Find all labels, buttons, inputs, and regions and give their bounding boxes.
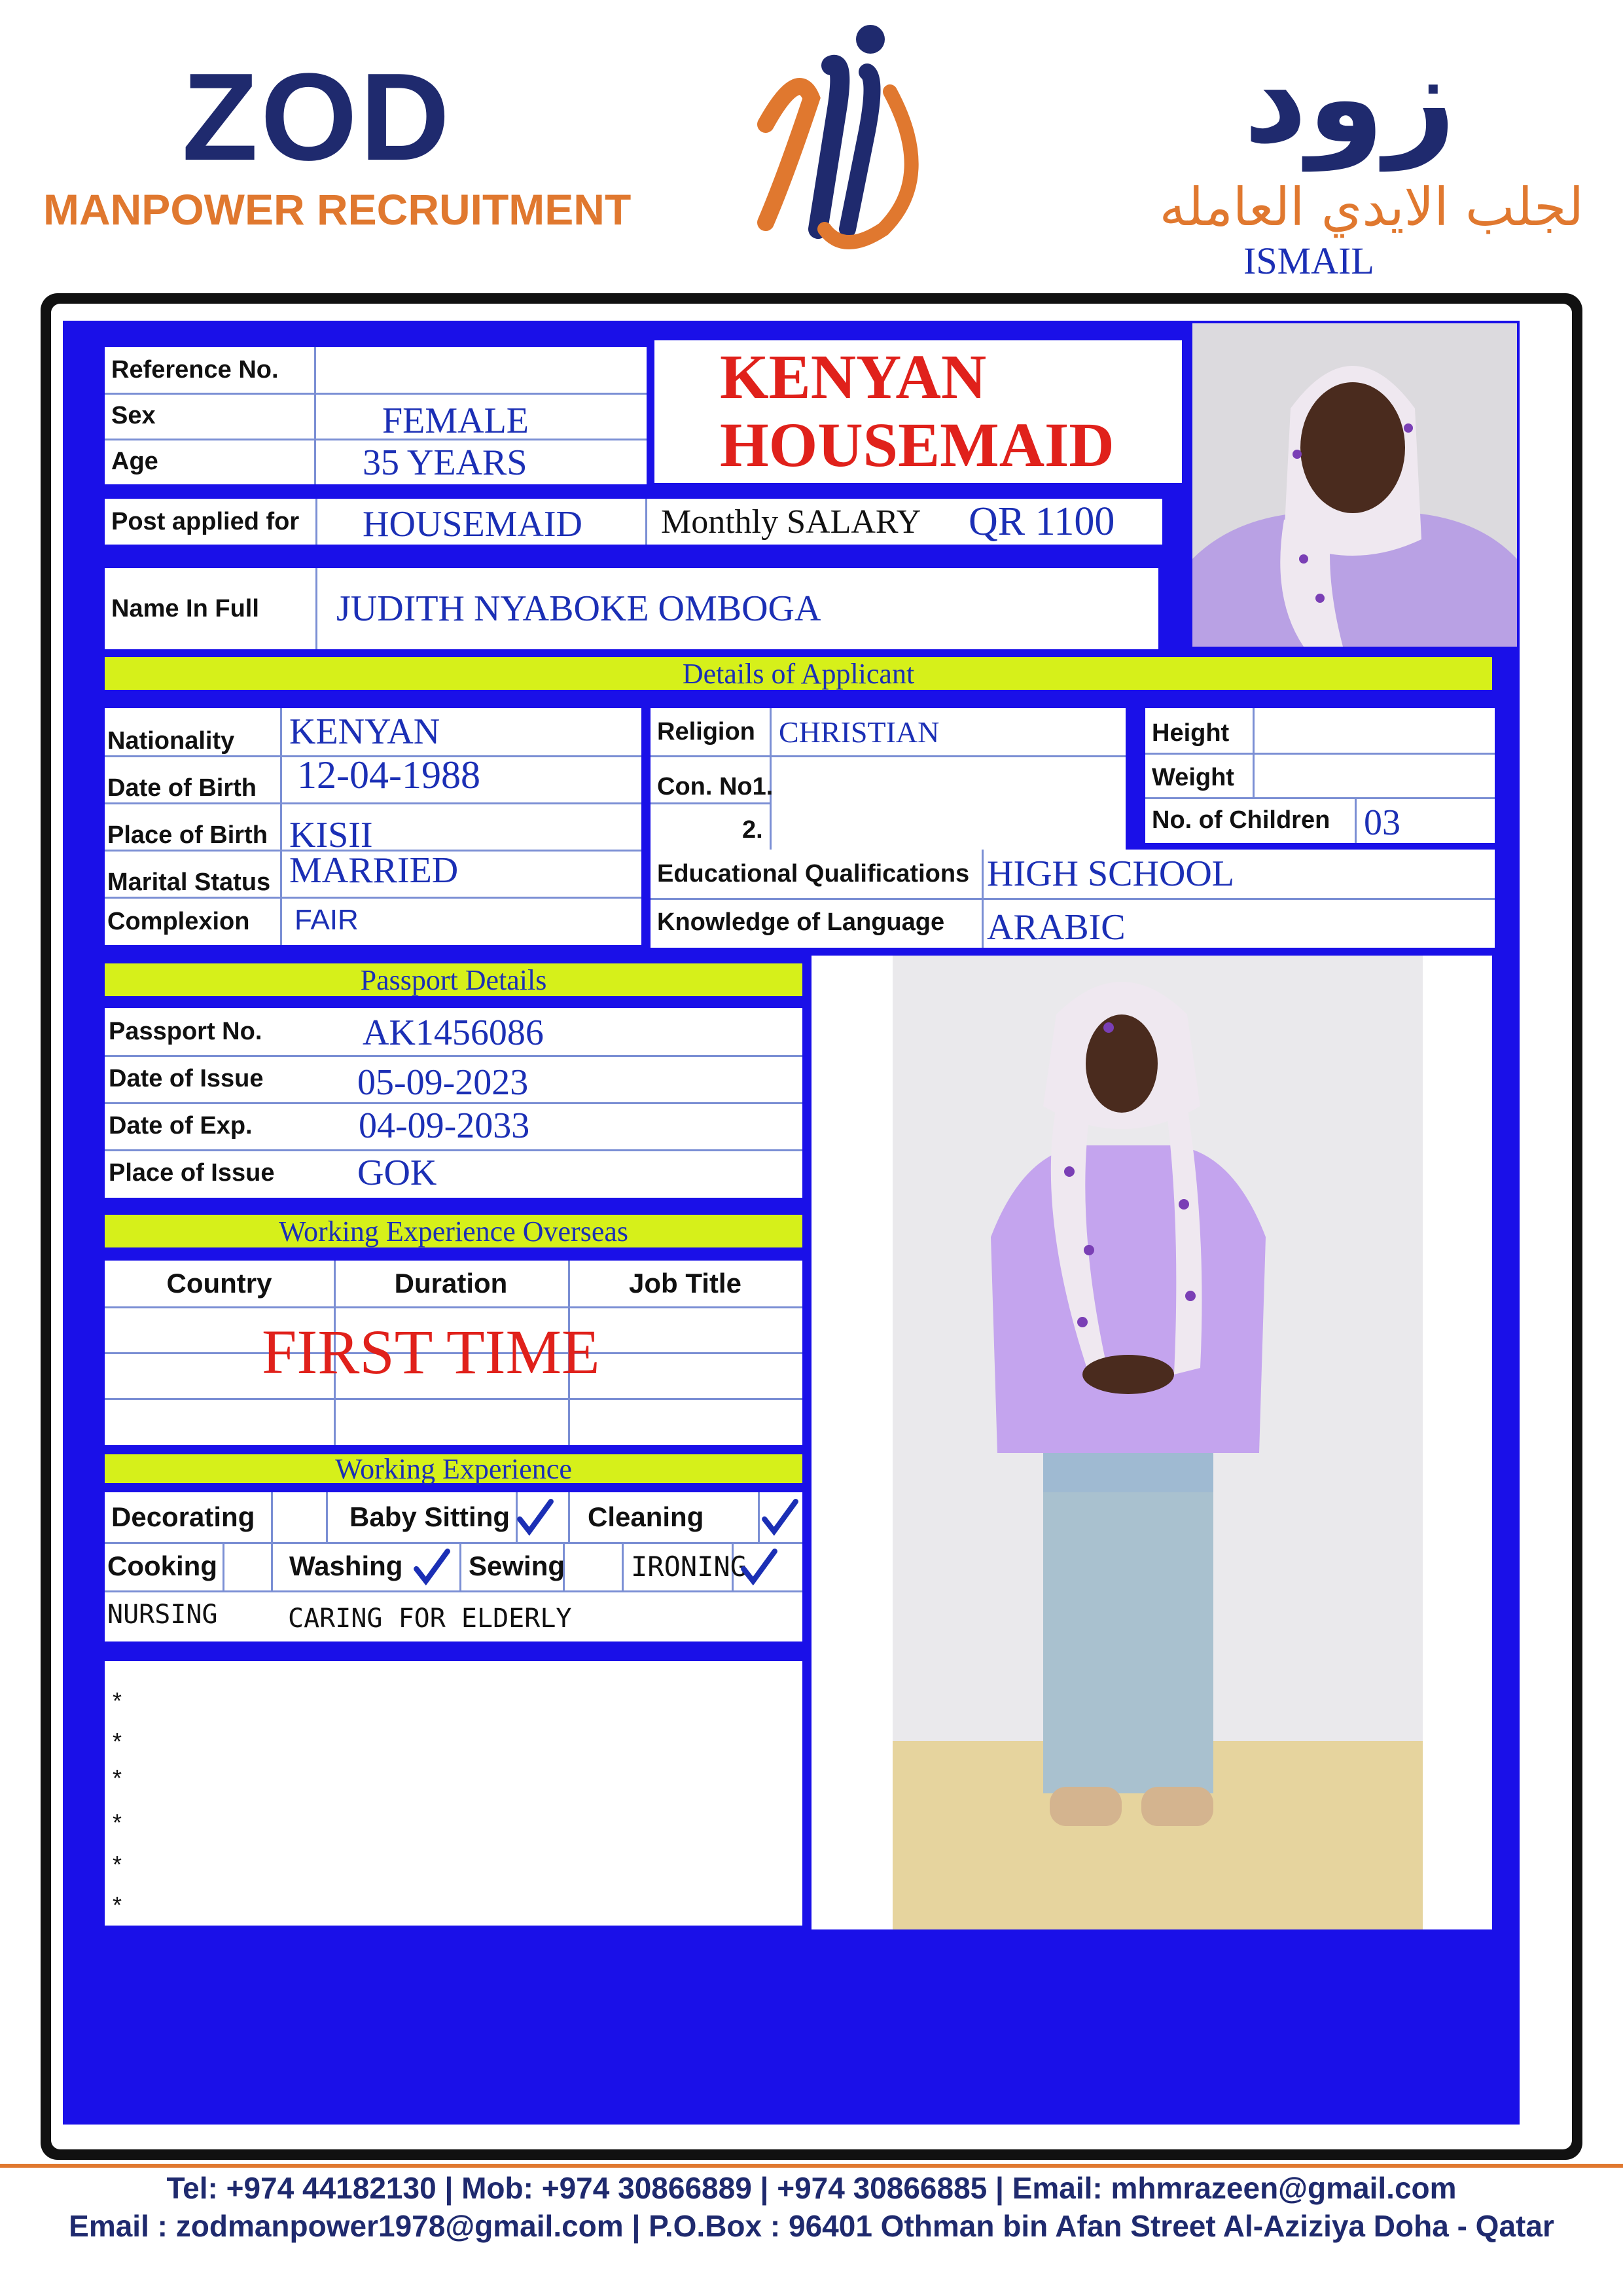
skill-cleaning: Cleaning — [588, 1501, 704, 1532]
full-body-photo-frame — [812, 956, 1492, 1929]
footer-divider — [0, 2164, 1623, 2168]
skill-washing: Washing — [289, 1551, 403, 1581]
salary-value: QR 1100 — [969, 499, 1115, 544]
marital-value: MARRIED — [289, 850, 459, 891]
note-bullet: * — [113, 1809, 122, 1836]
name-row — [105, 568, 1158, 649]
education-language-table — [651, 850, 1495, 948]
skill-ironing: IRONING — [631, 1550, 747, 1583]
children-label: No. of Children — [1152, 806, 1330, 834]
overseas-table — [105, 1261, 802, 1445]
weight-label: Weight — [1152, 763, 1234, 791]
education-value: HIGH SCHOOL — [987, 853, 1234, 894]
details-left-table — [105, 708, 641, 945]
col-duration: Duration — [394, 1268, 508, 1299]
language-label: Knowledge of Language — [657, 908, 945, 936]
cleaning-check-icon — [759, 1498, 800, 1538]
note-bullet: * — [113, 1728, 122, 1755]
name-label: Name In Full — [111, 594, 259, 622]
arabic-subtitle: لجلب الايدي العامله — [1159, 177, 1584, 238]
issue-date-label: Date of Issue — [109, 1064, 264, 1092]
note-bullet: * — [113, 1765, 122, 1791]
footer-contact-line: Tel: +974 44182130 | Mob: +974 30866889 | +974 30866885 | Email: mhmrazeen@gmail.com — [166, 2171, 1457, 2205]
agent-name: ISMAIL — [1243, 240, 1374, 282]
age-label: Age — [111, 447, 158, 475]
title-position: HOUSEMAID — [720, 410, 1115, 480]
post-value: HOUSEMAID — [363, 504, 582, 545]
experience-table — [105, 1492, 802, 1641]
religion-contact-table — [651, 708, 1126, 850]
dob-label: Date of Birth — [107, 774, 257, 802]
basic-info-box — [105, 347, 647, 484]
post-label: Post applied for — [111, 507, 300, 535]
skill-caring-elderly: CARING FOR ELDERLY — [288, 1604, 572, 1634]
skill-sewing: Sewing — [469, 1551, 565, 1581]
baby-sitting-check-icon — [514, 1498, 555, 1538]
title-box — [654, 340, 1182, 483]
passport-no-value: AK1456086 — [363, 1013, 544, 1053]
brand-emblem-icon — [740, 13, 936, 262]
note-bullet: * — [113, 1892, 122, 1918]
passport-table — [105, 1008, 802, 1198]
brand-logo-text: ZOD — [182, 48, 453, 187]
height-label: Height — [1152, 719, 1230, 747]
note-bullet: * — [113, 1687, 122, 1714]
skill-baby-sitting: Baby Sitting — [349, 1501, 510, 1532]
skill-decorating: Decorating — [111, 1501, 255, 1532]
physical-table — [1145, 708, 1495, 843]
sex-value: FEMALE — [382, 401, 529, 441]
expiry-date-label: Date of Exp. — [109, 1111, 253, 1139]
issue-place-value: GOK — [357, 1153, 437, 1193]
reference-label: Reference No. — [111, 355, 279, 384]
religion-label: Religion — [657, 717, 755, 745]
age-value: 35 YEARS — [363, 442, 527, 483]
applicant-headshot — [1192, 323, 1517, 647]
first-time-stamp: FIRST TIME — [262, 1317, 600, 1387]
post-salary-row — [105, 499, 1162, 545]
issue-place-label: Place of Issue — [109, 1158, 275, 1187]
marital-label: Marital Status — [107, 868, 271, 896]
nationality-label: Nationality — [107, 726, 235, 755]
notes-box — [105, 1661, 802, 1926]
education-label: Educational Qualifications — [657, 859, 970, 888]
sex-label: Sex — [111, 401, 156, 429]
headshot-portrait-icon — [1192, 323, 1517, 647]
complexion-label: Complexion — [107, 907, 250, 935]
brand-subtitle: MANPOWER RECRUITMENT — [43, 185, 632, 234]
language-value: ARABIC — [987, 907, 1126, 948]
children-value: 03 — [1364, 802, 1400, 843]
name-value: JUDITH NYABOKE OMBOGA — [336, 588, 821, 629]
title-nationality: KENYAN — [720, 342, 987, 412]
nationality-value: KENYAN — [289, 711, 440, 752]
washing-check-icon — [411, 1547, 452, 1588]
religion-value: CHRISTIAN — [779, 715, 940, 749]
pob-value: KISII — [289, 815, 373, 855]
ironing-check-icon — [738, 1547, 779, 1588]
skill-cooking: Cooking — [107, 1551, 217, 1581]
passport-band: Passport Details — [105, 963, 802, 996]
skill-nursing: NURSING — [107, 1600, 218, 1630]
full-body-portrait-icon — [893, 956, 1423, 1929]
col-job-title: Job Title — [629, 1268, 741, 1299]
note-bullet: * — [113, 1851, 122, 1878]
issue-date-value: 05-09-2023 — [357, 1062, 529, 1103]
experience-band: Working Experience — [105, 1454, 802, 1483]
salary-label: Monthly SALARY — [661, 503, 921, 541]
contact-1-label: Con. No1. — [657, 772, 774, 800]
dob-value: 12-04-1988 — [297, 753, 480, 797]
passport-no-label: Passport No. — [109, 1017, 262, 1045]
col-country: Country — [166, 1268, 272, 1299]
reference-value — [314, 347, 647, 393]
contact-2-label: 2. — [742, 816, 763, 844]
arabic-brand-logo: زود — [1243, 26, 1456, 171]
footer-address-line: Email : zodmanpower1978@gmail.com | P.O.Box : 96401 Othman bin Afan Street Al-Aziziya Doha - Qatar — [69, 2209, 1554, 2243]
overseas-band: Working Experience Overseas — [105, 1215, 802, 1247]
pob-label: Place of Birth — [107, 821, 268, 849]
details-band: Details of Applicant — [105, 657, 1492, 690]
complexion-value: FAIR — [294, 904, 359, 936]
expiry-date-value: 04-09-2033 — [359, 1105, 530, 1146]
